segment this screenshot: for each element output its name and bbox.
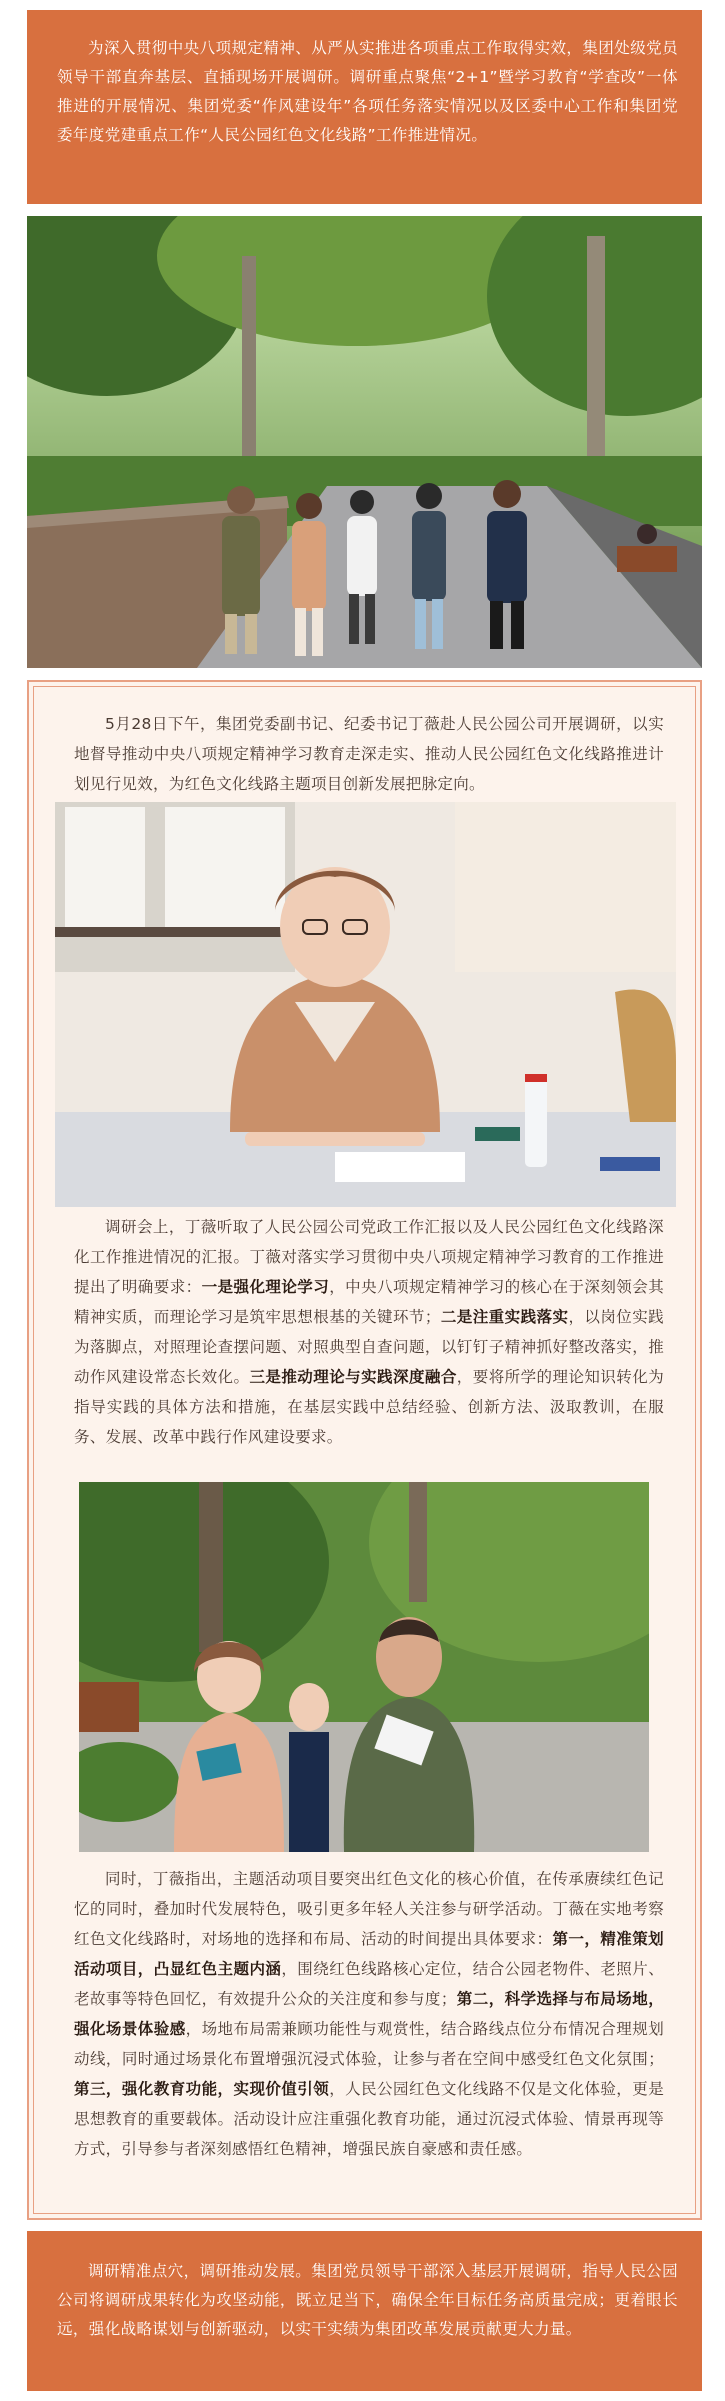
content-panel — [27, 680, 702, 2220]
photo-park-walk — [27, 216, 702, 668]
requirement-one: 第一，精准策划活动项目，凸显红色主题内涵 — [74, 1930, 664, 1978]
point-practice: 二是注重实践落实 — [440, 1308, 569, 1326]
paragraph-visit: 5月28日下午，集团党委副书记、纪委书记丁薇赴人民公园公司开展调研，以实地督导推动中央八项规定精神学习教育走深走实、推动人民公园红色文化线路推进计划见行见效，为红色文化线路主题项目创新发展把脉定向。 — [74, 715, 664, 793]
requirement-two-detail: ，场地布局需兼顾功能性与观赏性，结合路线点位分布情况合理规划动线，同时通过场景化布置增强沉浸式体验，让参与者在空间中感受红色文化氛围； — [74, 2020, 664, 2068]
requirement-three: 第三，强化教育功能，实现价值引领 — [74, 2080, 330, 2098]
intro-text: 为深入贯彻中央八项规定精神、从严从实推进各项重点工作取得实效，集团处级党员领导干部直奔基层、直插现场开展调研。调研重点聚焦“2+1”暨学习教育“学查改”一体推进的开展情况、集团党委“作风建设年”各项任务落实情况以及区委中心工作和集团党委年度党建重点工作“人民公园红色文化线路”工作推进情况。 — [57, 39, 678, 144]
meeting-intro-text: 调研会上，丁薇听取了人民公园公司党政工作汇报以及人民公园红色文化线路深化工作推进情况的汇报。丁薇对落实学习贯彻中央八项规定精神学习教育的工作推进提出了明确要求： — [74, 1218, 664, 1296]
intro-banner — [27, 10, 702, 204]
photo-meeting — [55, 802, 676, 1207]
paragraph-red-culture — [74, 1864, 664, 2164]
paragraph-meeting — [74, 1212, 664, 1452]
requirement-three-detail: ，人民公园红色文化线路不仅是文化体验，更是思想教育的重要载体。活动设计应注重强化教育功能，通过沉浸式体验、情景再现等方式，引导参与者深刻感悟红色精神，增强民族自豪感和责任感。 — [74, 2080, 664, 2158]
point-theory-detail: ，中央八项规定精神学习的核心在于深刻领会其精神实质，而理论学习是筑牢思想根基的关键环节； — [74, 1278, 665, 1326]
outro-text: 调研精准点穴，调研推动发展。集团党员领导干部深入基层开展调研，指导人民公园公司将调研成果转化为攻坚动能，既立足当下，确保全年目标任务高质量完成；更着眼长远，强化战略谋划与创新驱动，以实干实绩为集团改革发展贡献更大力量。 — [57, 2262, 678, 2338]
outro-banner — [27, 2231, 702, 2391]
requirement-one-detail: ，围绕红色线路核心定位，结合公园老物件、老照片、老故事等特色回忆，有效提升公众的关注度和参与度； — [74, 1960, 665, 2008]
point-practice-detail: ，以岗位实践为落脚点，对照理论查摆问题、对照典型自查问题，以钉钉子精神抓好整改落实，推动作风建设常态长效化。 — [74, 1308, 664, 1386]
photo-site-visit — [79, 1482, 649, 1852]
point-integration: 三是推动理论与实践深度融合 — [249, 1368, 457, 1386]
point-integration-detail: ，要将所学的理论知识转化为指导实践的具体方法和措施，在基层实践中总结经验、创新方法、汲取教训，在服务、发展、改革中践行作风建设要求。 — [74, 1368, 664, 1446]
point-theory: 一是强化理论学习 — [201, 1278, 330, 1296]
red-culture-intro-text: 同时，丁薇指出，主题活动项目要突出红色文化的核心价值，在传承赓续红色记忆的同时，叠加时代发展特色，吸引更多年轻人关注参与研学活动。丁薇在实地考察红色文化线路时，对场地的选择和布局、活动的时间提出具体要求： — [74, 1870, 664, 1948]
requirement-two: 第二，科学选择与布局场地，强化场景体验感 — [74, 1990, 665, 2038]
